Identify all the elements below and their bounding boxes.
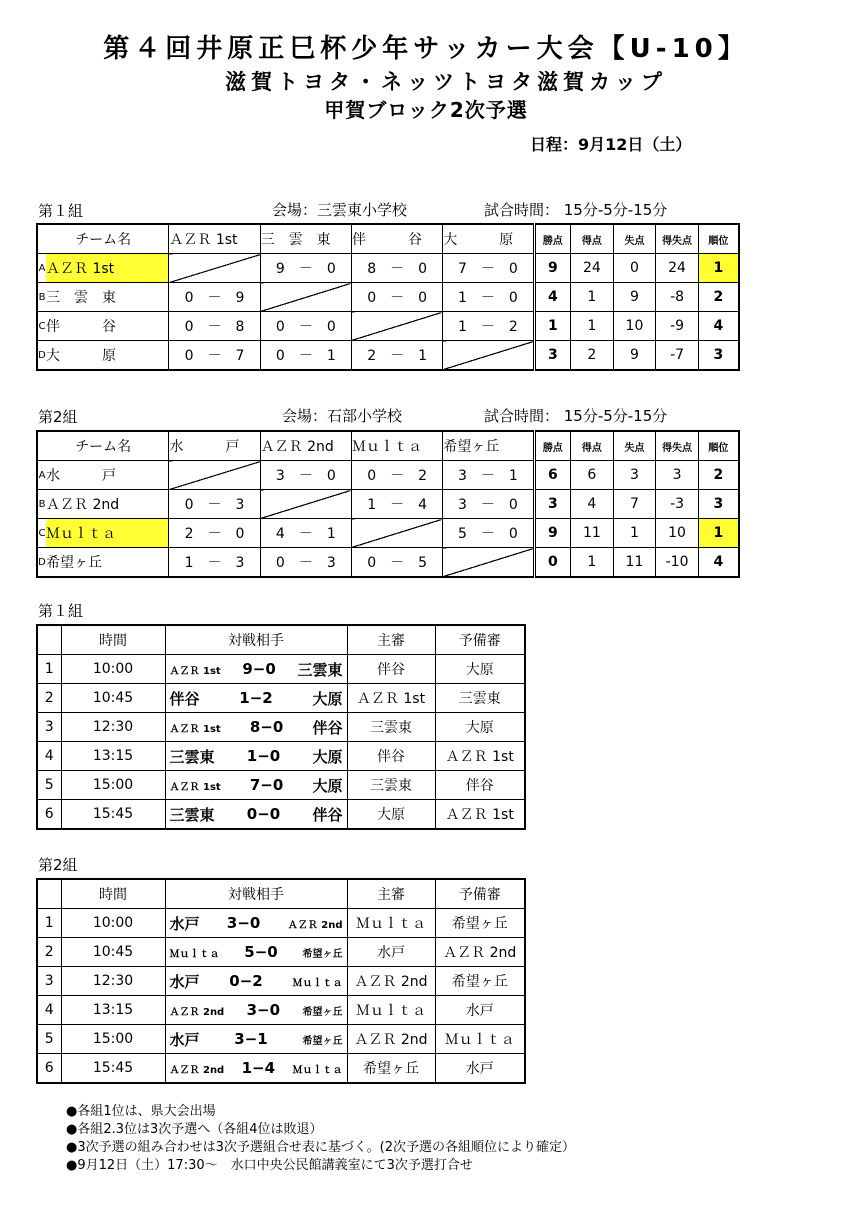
referee: ＡＺＲ 2nd bbox=[347, 967, 435, 996]
referee: 伴谷 bbox=[347, 742, 435, 771]
referee: ＡＺＲ 1st bbox=[347, 684, 435, 713]
table-row bbox=[37, 967, 525, 996]
team-name-cell bbox=[37, 312, 169, 341]
match-score: 3−0 bbox=[226, 914, 261, 932]
row-letter: B bbox=[38, 291, 46, 303]
group1-match-time: 試合時間： 15分-5分-15分 bbox=[484, 201, 668, 219]
stat-cell: 1 bbox=[571, 283, 614, 312]
score-cell: 7 － 0 bbox=[443, 254, 534, 283]
row-letter: D bbox=[38, 349, 46, 361]
stat-cell: 6 bbox=[571, 461, 614, 490]
team-name-cell bbox=[37, 341, 169, 371]
score-cell: 1 － 4 bbox=[351, 490, 442, 519]
team-name-cell bbox=[37, 461, 169, 490]
score-cell: 0 － 3 bbox=[260, 548, 351, 578]
reserve-referee: 大原 bbox=[435, 655, 525, 684]
match-number: 5 bbox=[37, 771, 61, 800]
referee: Ｍｕｌｔａ bbox=[347, 909, 435, 938]
score-cell: 0 － 3 bbox=[169, 490, 260, 519]
stat-cell: 7 bbox=[613, 490, 656, 519]
home-team: Ｍｕｌｔａ bbox=[169, 948, 220, 960]
match-score: 3−1 bbox=[234, 1030, 268, 1048]
match-score: 1−2 bbox=[239, 689, 273, 707]
schedule-header: 対戦相手 bbox=[165, 625, 347, 655]
row-letter: B bbox=[38, 498, 46, 510]
away-team: 大原 bbox=[312, 689, 343, 708]
team-name: 水 戸 bbox=[46, 468, 116, 484]
match-score: 5−0 bbox=[244, 943, 278, 961]
stat-cell: -8 bbox=[656, 283, 699, 312]
stat-cell: 9 bbox=[613, 341, 656, 371]
score-cell: 1 － 3 bbox=[169, 548, 260, 578]
away-team: 大原 bbox=[312, 747, 343, 766]
match-score: 0−2 bbox=[229, 972, 263, 990]
referee: 三雲東 bbox=[347, 713, 435, 742]
referee: 水戸 bbox=[347, 938, 435, 967]
table-row bbox=[37, 312, 739, 341]
match-cell bbox=[165, 1025, 347, 1054]
home-team: 伴谷 bbox=[169, 689, 200, 708]
stat-cell: 9 bbox=[534, 519, 571, 548]
table-row bbox=[37, 800, 525, 830]
diagonal-cell bbox=[260, 283, 351, 312]
reserve-referee: 水戸 bbox=[435, 1054, 525, 1084]
header-stat: 勝点 bbox=[534, 224, 571, 254]
stat-cell: 10 bbox=[613, 312, 656, 341]
table-row bbox=[37, 771, 525, 800]
notes bbox=[66, 1103, 575, 1175]
home-team: 水戸 bbox=[169, 1030, 200, 1049]
away-team: 大原 bbox=[312, 776, 343, 795]
referee: 伴谷 bbox=[347, 655, 435, 684]
score-cell: 0 － 5 bbox=[351, 548, 442, 578]
header-stat: 失点 bbox=[613, 224, 656, 254]
match-score: 3−0 bbox=[246, 1001, 281, 1019]
home-team: 水戸 bbox=[169, 914, 200, 933]
diagonal-cell bbox=[260, 490, 351, 519]
block-title: 甲賀ブロック2次予選 bbox=[324, 98, 528, 122]
schedule-header: 対戦相手 bbox=[165, 879, 347, 909]
match-time: 12:30 bbox=[61, 713, 165, 742]
score-cell: 0 － 0 bbox=[351, 283, 442, 312]
stat-cell: 1 bbox=[571, 548, 614, 578]
home-team: 水戸 bbox=[169, 972, 200, 991]
match-cell bbox=[165, 713, 347, 742]
table-row bbox=[37, 254, 739, 283]
away-team: 伴谷 bbox=[312, 805, 343, 824]
stat-cell: 3 bbox=[534, 341, 571, 371]
match-number: 3 bbox=[37, 967, 61, 996]
group1-standings-table bbox=[36, 223, 740, 371]
note-line: ●各組1位は、県大会出場 bbox=[66, 1104, 216, 1119]
diagonal-cell bbox=[351, 519, 442, 548]
match-score: 1−4 bbox=[241, 1059, 276, 1077]
table-row bbox=[37, 490, 739, 519]
match-time: 10:00 bbox=[61, 909, 165, 938]
match-cell bbox=[165, 771, 347, 800]
reserve-referee: 水戸 bbox=[435, 996, 525, 1025]
reserve-referee: ＡＺＲ 1st bbox=[435, 800, 525, 830]
team-name: 伴 谷 bbox=[46, 319, 116, 335]
schedule-header: 予備審 bbox=[435, 625, 525, 655]
stat-cell: 9 bbox=[534, 254, 571, 283]
away-team: 希望ヶ丘 bbox=[302, 948, 343, 960]
score-cell: 2 － 1 bbox=[351, 341, 442, 371]
away-team: ＡＺＲ 2nd bbox=[287, 919, 343, 931]
table-row bbox=[37, 713, 525, 742]
match-score: 7−0 bbox=[249, 776, 284, 794]
event-date: 日程：9月12日（土） bbox=[530, 135, 692, 154]
stat-cell: 11 bbox=[613, 548, 656, 578]
referee: Ｍｕｌｔａ bbox=[347, 996, 435, 1025]
reserve-referee: Ｍｕｌｔａ bbox=[435, 1025, 525, 1054]
team-name-cell bbox=[37, 283, 169, 312]
score-cell: 3 － 0 bbox=[260, 461, 351, 490]
stat-cell: 24 bbox=[571, 254, 614, 283]
diagonal-cell bbox=[443, 341, 534, 371]
group2-venue: 会場：石部小学校 bbox=[282, 407, 403, 425]
match-cell bbox=[165, 800, 347, 830]
stat-cell: 3 bbox=[534, 490, 571, 519]
stat-cell: 4 bbox=[698, 548, 739, 578]
header-team-col: ＡＺＲ 1st bbox=[169, 224, 260, 254]
schedule-header: 主審 bbox=[347, 625, 435, 655]
referee: ＡＺＲ 2nd bbox=[347, 1025, 435, 1054]
home-team: 三雲東 bbox=[169, 747, 215, 766]
match-score: 8−0 bbox=[249, 718, 284, 736]
stat-cell: -9 bbox=[656, 312, 699, 341]
score-cell: 2 － 0 bbox=[169, 519, 260, 548]
note-line: ●9月12日（土）17:30〜 水口中央公民館講義室にて3次予選打合せ bbox=[66, 1158, 473, 1173]
table-row bbox=[37, 684, 525, 713]
reserve-referee: ＡＺＲ 1st bbox=[435, 742, 525, 771]
team-name: ＡＺＲ 1st bbox=[46, 254, 168, 282]
schedule-header: 時間 bbox=[61, 625, 165, 655]
match-cell bbox=[165, 684, 347, 713]
stat-cell: 9 bbox=[613, 283, 656, 312]
match-cell bbox=[165, 909, 347, 938]
stat-cell: 2 bbox=[698, 283, 739, 312]
team-name: 大 原 bbox=[46, 348, 116, 364]
stat-cell: 1 bbox=[698, 254, 739, 283]
match-time: 15:00 bbox=[61, 1025, 165, 1054]
diagonal-cell bbox=[443, 548, 534, 578]
match-score: 9−0 bbox=[242, 660, 276, 678]
score-cell: 0 － 0 bbox=[260, 312, 351, 341]
stat-cell: 6 bbox=[534, 461, 571, 490]
stat-cell: 10 bbox=[656, 519, 699, 548]
referee: 大原 bbox=[347, 800, 435, 830]
header-team: チーム名 bbox=[37, 224, 169, 254]
away-team: 三雲東 bbox=[297, 660, 343, 679]
match-cell bbox=[165, 967, 347, 996]
match-time: 13:15 bbox=[61, 742, 165, 771]
score-cell: 0 － 1 bbox=[260, 341, 351, 371]
row-letter: C bbox=[38, 527, 46, 539]
team-name-cell bbox=[37, 519, 169, 548]
reserve-referee: 大原 bbox=[435, 713, 525, 742]
team-name-cell bbox=[37, 548, 169, 578]
reserve-referee: ＡＺＲ 2nd bbox=[435, 938, 525, 967]
table-row bbox=[37, 341, 739, 371]
row-letter: A bbox=[38, 469, 46, 481]
match-number: 1 bbox=[37, 655, 61, 684]
table-row bbox=[37, 742, 525, 771]
match-cell bbox=[165, 1054, 347, 1084]
reserve-referee: 伴谷 bbox=[435, 771, 525, 800]
match-cell bbox=[165, 938, 347, 967]
stat-cell: 4 bbox=[698, 312, 739, 341]
group2-label: 第2組 bbox=[38, 408, 78, 426]
table-row bbox=[37, 655, 525, 684]
score-cell: 3 － 0 bbox=[443, 490, 534, 519]
table-row bbox=[37, 519, 739, 548]
home-team: ＡＺＲ 2nd bbox=[169, 1006, 225, 1018]
page-subtitle: 滋賀トヨタ・ネッツトヨタ滋賀カップ bbox=[225, 70, 667, 94]
header-team-col: 水 戸 bbox=[169, 431, 260, 461]
stat-cell: 3 bbox=[698, 341, 739, 371]
stat-cell: 0 bbox=[534, 548, 571, 578]
away-team: 希望ヶ丘 bbox=[302, 1035, 343, 1047]
diagonal-cell bbox=[169, 461, 260, 490]
score-cell: 9 － 0 bbox=[260, 254, 351, 283]
referee: 希望ヶ丘 bbox=[347, 1054, 435, 1084]
match-number: 6 bbox=[37, 800, 61, 830]
home-team: ＡＺＲ 1st bbox=[169, 723, 221, 735]
schedule-header bbox=[37, 625, 61, 655]
schedule-header: 予備審 bbox=[435, 879, 525, 909]
header-team-col: 大 原 bbox=[443, 224, 534, 254]
match-score: 0−0 bbox=[246, 805, 281, 823]
stat-cell: 4 bbox=[534, 283, 571, 312]
table-row bbox=[37, 1054, 525, 1084]
match-cell bbox=[165, 742, 347, 771]
stat-cell: -7 bbox=[656, 341, 699, 371]
away-team: Ｍｕｌｔａ bbox=[292, 977, 343, 989]
match-number: 5 bbox=[37, 1025, 61, 1054]
header-stat: 失点 bbox=[613, 431, 656, 461]
table-row bbox=[37, 938, 525, 967]
match-number: 2 bbox=[37, 684, 61, 713]
stat-cell: 1 bbox=[534, 312, 571, 341]
stat-cell: -3 bbox=[656, 490, 699, 519]
header-stat: 得失点 bbox=[656, 224, 699, 254]
group2-schedule-table bbox=[36, 878, 526, 1084]
match-number: 4 bbox=[37, 742, 61, 771]
referee: 三雲東 bbox=[347, 771, 435, 800]
reserve-referee: 希望ヶ丘 bbox=[435, 967, 525, 996]
score-cell: 4 － 1 bbox=[260, 519, 351, 548]
table-row bbox=[37, 548, 739, 578]
row-letter: C bbox=[38, 320, 46, 332]
match-time: 12:30 bbox=[61, 967, 165, 996]
score-cell: 3 － 1 bbox=[443, 461, 534, 490]
home-team: 三雲東 bbox=[169, 805, 215, 824]
header-stat: 勝点 bbox=[534, 431, 571, 461]
reserve-referee: 希望ヶ丘 bbox=[435, 909, 525, 938]
away-team: 希望ヶ丘 bbox=[302, 1006, 343, 1018]
stat-cell: 2 bbox=[571, 341, 614, 371]
group1-schedule-table bbox=[36, 624, 526, 830]
group1-label: 第１組 bbox=[38, 202, 84, 220]
header-stat: 得点 bbox=[571, 224, 614, 254]
table-row bbox=[37, 996, 525, 1025]
score-cell: 5 － 0 bbox=[443, 519, 534, 548]
match-time: 15:00 bbox=[61, 771, 165, 800]
stat-cell: 1 bbox=[613, 519, 656, 548]
stat-cell: -10 bbox=[656, 548, 699, 578]
match-time: 15:45 bbox=[61, 1054, 165, 1084]
match-cell bbox=[165, 996, 347, 1025]
score-cell: 0 － 8 bbox=[169, 312, 260, 341]
header-team-col: Ｍｕｌｔａ bbox=[351, 431, 442, 461]
match-time: 10:45 bbox=[61, 684, 165, 713]
stat-cell: 0 bbox=[613, 254, 656, 283]
note-line: ●各組2.3位は3次予選へ（各組4位は敗退） bbox=[66, 1122, 323, 1137]
stat-cell: 3 bbox=[613, 461, 656, 490]
table-row bbox=[37, 283, 739, 312]
team-name: Ｍｕｌｔａ bbox=[46, 519, 168, 547]
header-stat: 順位 bbox=[698, 224, 739, 254]
stat-cell: 3 bbox=[656, 461, 699, 490]
team-name: ＡＺＲ 2nd bbox=[46, 497, 120, 513]
row-letter: D bbox=[38, 556, 46, 568]
header-stat: 得点 bbox=[571, 431, 614, 461]
stat-cell: 24 bbox=[656, 254, 699, 283]
match-number: 1 bbox=[37, 909, 61, 938]
stat-cell: 1 bbox=[698, 519, 739, 548]
header-stat: 順位 bbox=[698, 431, 739, 461]
match-time: 10:00 bbox=[61, 655, 165, 684]
group2-match-time: 試合時間： 15分-5分-15分 bbox=[484, 407, 668, 425]
match-cell bbox=[165, 655, 347, 684]
match-score: 1−0 bbox=[246, 747, 281, 765]
table-row bbox=[37, 461, 739, 490]
table-row bbox=[37, 1025, 525, 1054]
score-cell: 8 － 0 bbox=[351, 254, 442, 283]
stat-cell: 3 bbox=[698, 490, 739, 519]
group2-standings-table bbox=[36, 430, 740, 578]
schedule-header bbox=[37, 879, 61, 909]
header-team-col: ＡＺＲ 2nd bbox=[260, 431, 351, 461]
header-team-col: 三 雲 東 bbox=[260, 224, 351, 254]
match-number: 3 bbox=[37, 713, 61, 742]
match-number: 2 bbox=[37, 938, 61, 967]
note-line: ●3次予選の組み合わせは3次予選組合せ表に基づく。(2次予選の各組順位により確定） bbox=[66, 1140, 575, 1155]
stat-cell: 1 bbox=[571, 312, 614, 341]
team-name-cell bbox=[37, 254, 169, 283]
reserve-referee: 三雲東 bbox=[435, 684, 525, 713]
match-number: 6 bbox=[37, 1054, 61, 1084]
match-time: 10:45 bbox=[61, 938, 165, 967]
diagonal-cell bbox=[351, 312, 442, 341]
score-cell: 0 － 9 bbox=[169, 283, 260, 312]
header-stat: 得失点 bbox=[656, 431, 699, 461]
home-team: ＡＺＲ 1st bbox=[169, 665, 221, 677]
schedule2-label: 第2組 bbox=[38, 856, 78, 874]
page-title: 第４回井原正巳杯少年サッカー大会【U-10】 bbox=[103, 34, 749, 64]
score-cell: 1 － 2 bbox=[443, 312, 534, 341]
diagonal-cell bbox=[169, 254, 260, 283]
away-team: Ｍｕｌｔａ bbox=[292, 1064, 343, 1076]
schedule-header: 時間 bbox=[61, 879, 165, 909]
header-team-col: 希望ヶ丘 bbox=[443, 431, 534, 461]
match-number: 4 bbox=[37, 996, 61, 1025]
row-letter: A bbox=[38, 262, 46, 274]
team-name: 三 雲 東 bbox=[46, 290, 116, 306]
score-cell: 0 － 2 bbox=[351, 461, 442, 490]
stat-cell: 2 bbox=[698, 461, 739, 490]
home-team: ＡＺＲ 2nd bbox=[169, 1064, 225, 1076]
stat-cell: 11 bbox=[571, 519, 614, 548]
home-team: ＡＺＲ 1st bbox=[169, 781, 221, 793]
group1-venue: 会場：三雲東小学校 bbox=[272, 201, 408, 219]
score-cell: 0 － 7 bbox=[169, 341, 260, 371]
away-team: 伴谷 bbox=[312, 718, 343, 737]
match-time: 15:45 bbox=[61, 800, 165, 830]
team-name-cell bbox=[37, 490, 169, 519]
table-row bbox=[37, 909, 525, 938]
match-time: 13:15 bbox=[61, 996, 165, 1025]
team-name: 希望ヶ丘 bbox=[46, 555, 102, 571]
header-team-col: 伴 谷 bbox=[351, 224, 442, 254]
schedule-header: 主審 bbox=[347, 879, 435, 909]
header-team: チーム名 bbox=[37, 431, 169, 461]
score-cell: 1 － 0 bbox=[443, 283, 534, 312]
stat-cell: 4 bbox=[571, 490, 614, 519]
schedule1-label: 第１組 bbox=[38, 602, 84, 620]
